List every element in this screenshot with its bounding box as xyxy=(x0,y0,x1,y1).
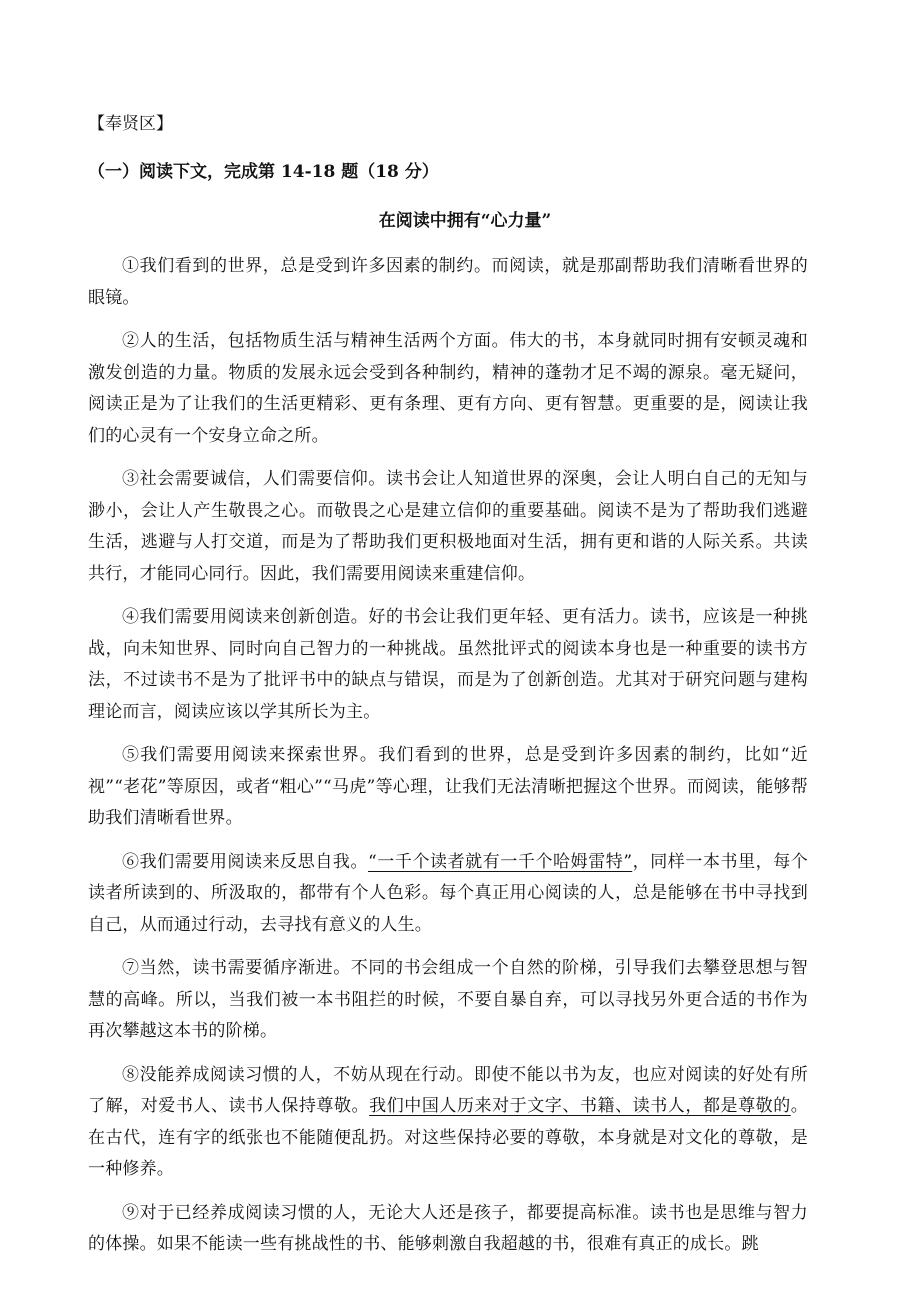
paragraph-7: ⑦当然，读书需要循序渐进。不同的书会组成一个自然的阶梯，引导我们去攀登思想与智慧的高峰。所以，当我们被一本书阻拦的时候，不要自暴自弃，可以寻找另外更合适的书作为再次攀越这本书的阶梯。 xyxy=(88,958,808,1041)
region-label: 【奉贤区】 xyxy=(88,114,173,134)
paragraph-6-rest: ，同样一本书里，每个读者所读到的、所汲取的，都带有个人色彩。每个真正用心阅读的人，总是能够在书中寻找到自己，从而通过行动，去寻找有意义的人生。 xyxy=(88,851,808,935)
paragraph-8-lead: ⑧没能养成阅读习惯的人，不妨从现在行动。即使不能以书为友，也应对阅读的好处有所了解，对爱书人、读书人保持尊敬。 xyxy=(88,1064,808,1116)
paragraph-3: ③社会需要诚信，人们需要信仰。读书会让人知道世界的深奥，会让人明白自己的无知与渺小，会让人产生敬畏之心。而敬畏之心是建立信仰的重要基础。阅读不是为了帮助我们逃避生活，逃避与人打交道，而是为了帮助我们更积极地面对生活，拥有更和谐的人际关系。共读共行，才能同心同行。因此，我们需要用阅读来重建信仰。 xyxy=(88,469,808,584)
paragraph-6 xyxy=(88,847,808,942)
paragraph-8-rest: 。在古代，连有字的纸张也不能随便乱扔。对这些保持必要的尊敬，本身就是对文化的尊敬，是一种修养。 xyxy=(88,1096,808,1179)
article-title: 在阅读中拥有“心力量” xyxy=(378,211,552,231)
paragraph-9: ⑨对于已经养成阅读习惯的人，无论大人还是孩子，都要提高标准。读书也是思维与智力的体操。如果不能读一些有挑战性的书、能够刺激自我超越的书，很难有真正的成长。跳 xyxy=(88,1202,808,1254)
underlined-sentence: 我们中国人历来对于文字、书籍、读书人，都是尊敬的 xyxy=(369,1096,791,1116)
underlined-quote: “一千个读者就有一千个哈姆雷特” xyxy=(368,851,633,872)
section-heading: （一）阅读下文，完成第 14-18 题（18 分） xyxy=(88,162,439,182)
paragraph-1: ①我们看到的世界，总是受到许多因素的制约。而阅读，就是那副帮助我们清晰看世界的眼镜。 xyxy=(88,256,808,308)
paragraph-4: ④我们需要用阅读来创新创造。好的书会让我们更年轻、更有活力。读书，应该是一种挑战，向未知世界、同时向自己智力的一种挑战。虽然批评式的阅读本身也是一种重要的读书方法，不过读书不是为了批评书中的缺点与错误，而是为了创新创造。尤其对于研究问题与建构理论而言，阅读应该以学其所长为主。 xyxy=(88,607,808,722)
paragraph-6-lead: ⑥我们需要用阅读来反思自我。 xyxy=(122,851,369,872)
paragraph-8 xyxy=(88,1060,808,1186)
paragraph-2: ②人的生活，包括物质生活与精神生活两个方面。伟大的书，本身就同时拥有安顿灵魂和激发创造的力量。物质的发展永远会受到各种制约，精神的蓬勃才足不竭的源泉。毫无疑问，阅读正是为了让我们的生活更精彩、更有条理、更有方向、更有智慧。更重要的是，阅读让我们的心灵有一个安身立命之所。 xyxy=(88,331,808,446)
paragraph-5: ⑤我们需要用阅读来探索世界。我们看到的世界，总是受到许多因素的制约，比如“近视”“老花”等原因，或者“粗心”“马虎”等心理，让我们无法清晰把握这个世界。而阅读，能够帮助我们清晰看世界。 xyxy=(88,745,808,828)
